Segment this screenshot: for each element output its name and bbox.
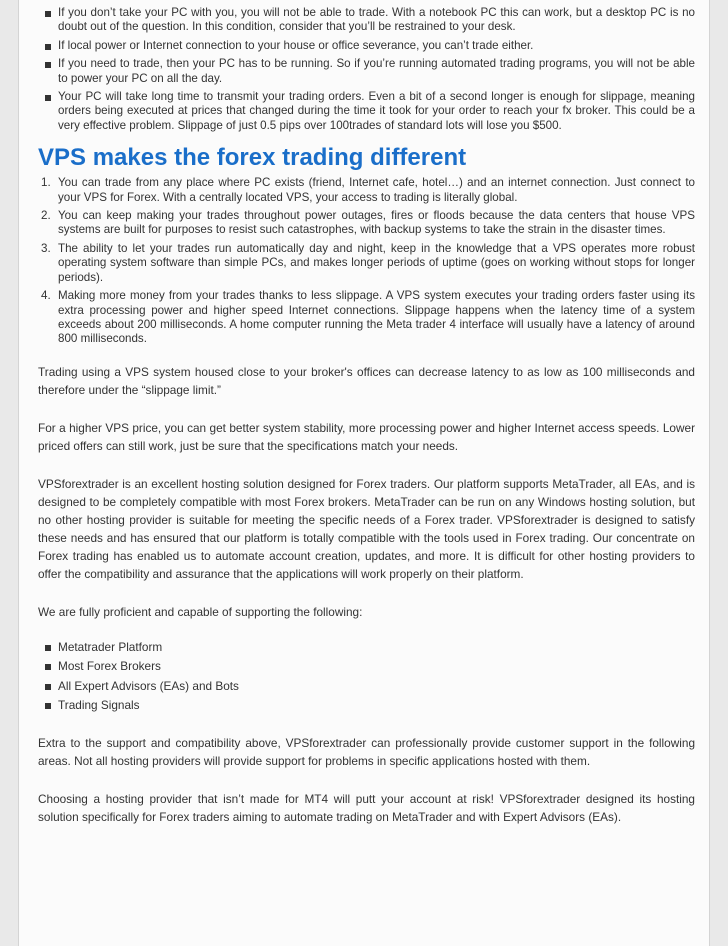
list-item-text: Making more money from your trades thanks to less slippage. A VPS system executes your trading orders faster using its extra processing power and higher speed Internet connections. Slippage happens when the latency time of a system exceeds about 200 milliseconds. A home computer running the Meta trader 4 interface will usually have a latency of around 800 milliseconds. bbox=[58, 289, 695, 346]
list-item: Most Forex Brokers bbox=[38, 657, 695, 677]
vps-advantages-list bbox=[38, 176, 695, 346]
list-item: If you don’t take your PC with you, you will not be able to trade. With a notebook PC this can work, but a desktop PC is no doubt out of the question. In this condition, consider that you’ll be restrained to your desk. bbox=[38, 6, 695, 35]
price-paragraph: For a higher VPS price, you can get better system stability, more processing power and higher Internet access speeds. Lower priced offers can still work, just be sure that the specifications match your needs. bbox=[38, 420, 695, 453]
list-number: 3. bbox=[41, 241, 51, 255]
choosing-provider-paragraph: Choosing a hosting provider that isn’t made for MT4 will putt your account at risk! VPSforextrader designed its hosting solution specifically for Forex traders aiming to automate trading on MetaTrader and with Expert Advisors (EAs). bbox=[38, 791, 695, 824]
list-number: 2. bbox=[41, 209, 51, 223]
list-number: 4. bbox=[41, 289, 51, 303]
article-page bbox=[18, 0, 710, 946]
list-item bbox=[38, 289, 695, 347]
list-item: If local power or Internet connection to your house or office severance, you can’t trade either. bbox=[38, 39, 695, 53]
article-content bbox=[38, 6, 695, 826]
extra-support-paragraph: Extra to the support and compatibility above, VPSforextrader can professionally provide customer support in the following areas. Not all hosting providers will provide support for problems in specific applications hosted with them. bbox=[38, 735, 695, 768]
about-paragraph: VPSforextrader is an excellent hosting solution designed for Forex traders. Our platform supports MetaTrader, all EAs, and is designed to be completely compatible with most Forex brokers. MetaTrader can be run on any Windows hosting solution, but no other hosting provider is suitable for meeting the specific needs of a Forex trader. VPSforextrader is designed to satisfy these needs and has ensured that our platform is totally compatible with the tools used in Forex trading. Our concentrate on Forex trading has enabled us to automate account creation, updates, and more. It is difficult for other hosting providers to offer the compatibility and assurance that the applications will work properly on their platform. bbox=[38, 476, 695, 581]
section-heading: VPS makes the forex trading different bbox=[38, 144, 467, 172]
list-item bbox=[38, 209, 695, 238]
support-intro-paragraph: We are fully proficient and capable of supporting the following: bbox=[38, 604, 363, 619]
list-item-text: You can trade from any place where PC exists (friend, Internet cafe, hotel…) and an internet connection. Just connect to your VPS for Forex. With a centrally located VPS, your access to trading is literally global. bbox=[58, 176, 695, 204]
pc-problems-list bbox=[38, 6, 695, 133]
list-item-text: You can keep making your trades throughout power outages, fires or floods because the data centers that house VPS systems are built for purposes to resist such catastrophes, with backup systems to take the strain in the disaster times. bbox=[58, 209, 695, 237]
list-item: Metatrader Platform bbox=[38, 638, 695, 658]
supported-list bbox=[38, 638, 695, 716]
list-number: 1. bbox=[41, 176, 51, 190]
list-item: If you need to trade, then your PC has to be running. So if you’re running automated trading programs, you will not be able to power your PC on all the day. bbox=[38, 57, 695, 86]
list-item-text: The ability to let your trades run automatically day and night, keep in the knowledge that a VPS operates more robust operating system software than simple PCs, and makes longer periods of uptime (goes on working without stops for longer periods). bbox=[58, 241, 695, 284]
list-item: Trading Signals bbox=[38, 696, 695, 716]
list-item bbox=[38, 242, 695, 285]
list-item: Your PC will take long time to transmit your trading orders. Even a bit of a second longer is enough for slippage, meaning orders being executed at prices that changed during the time it took for your order to reach your fx broker. This could be a very effective problem. Slippage of just 0.5 pips over 100trades of standard lots will lose you $500. bbox=[38, 90, 695, 133]
list-item bbox=[38, 176, 695, 205]
latency-paragraph: Trading using a VPS system housed close to your broker's offices can decrease latency to as low as 100 milliseconds and therefore under the “slippage limit.” bbox=[38, 364, 695, 397]
list-item: All Expert Advisors (EAs) and Bots bbox=[38, 677, 695, 697]
